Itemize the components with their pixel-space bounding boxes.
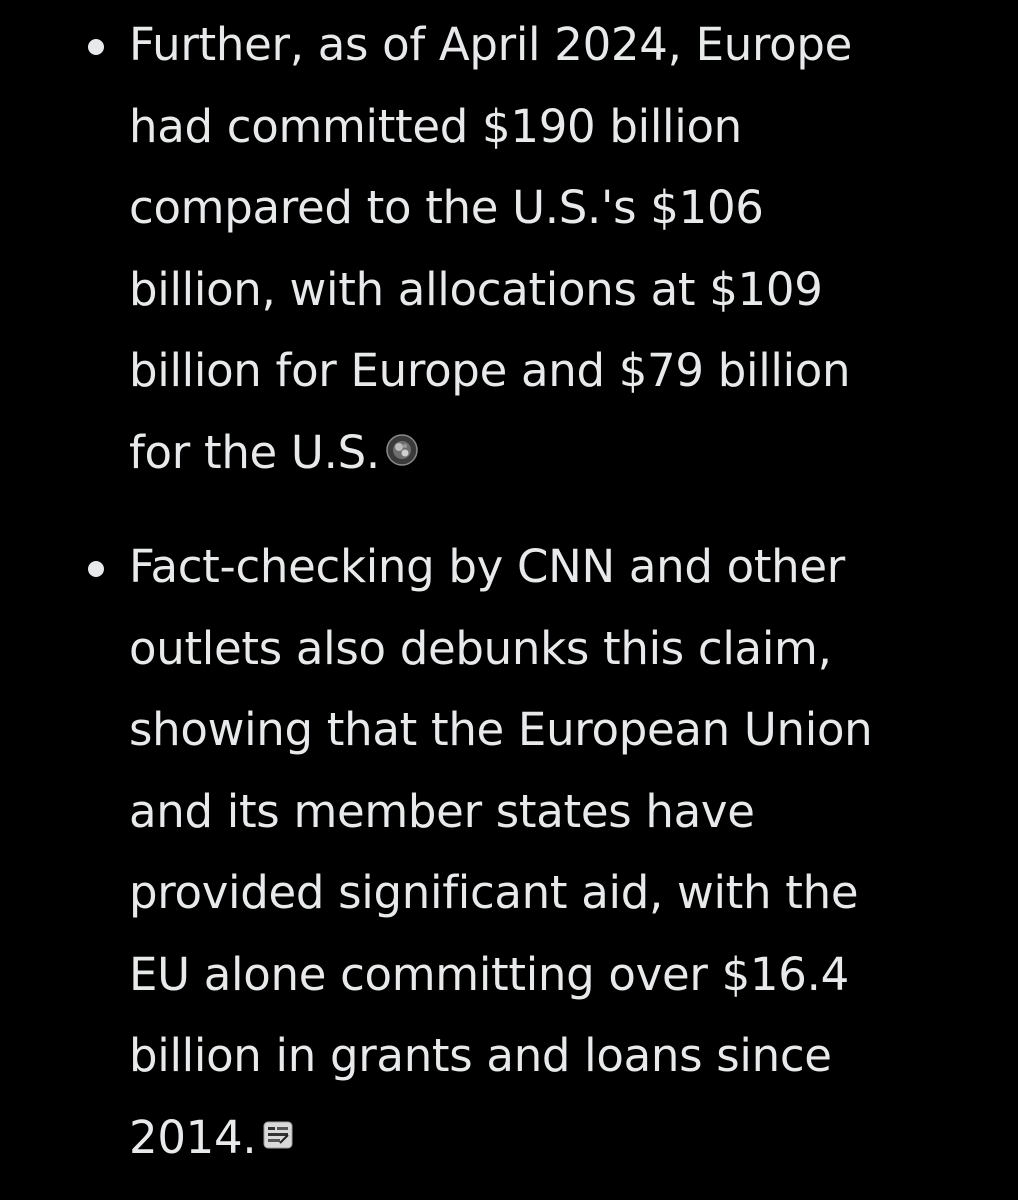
text-line: Further, as of April 2024, Europe	[129, 18, 853, 71]
text-line-last	[129, 1097, 1009, 1179]
bullet-dot-icon	[88, 39, 104, 55]
bullet-text	[129, 526, 1009, 1178]
text-line: billion in grants and loans since	[129, 1029, 832, 1082]
text-line: had committed $190 billion	[129, 99, 742, 153]
bullet-text	[129, 4, 1009, 493]
text-line: EU alone committing over $16.4	[129, 947, 849, 1001]
source-favicon-icon[interactable]	[386, 434, 418, 466]
text-line: compared to the U.S.'s $106	[129, 181, 764, 234]
text-line: showing that the European Union	[129, 703, 873, 756]
text-line: and its member states have	[129, 784, 755, 838]
text-line: 2014.	[129, 1110, 257, 1164]
source-document-icon[interactable]	[262, 1119, 294, 1151]
text-line: billion, with allocations at $109	[129, 262, 823, 316]
text-line: billion for Europe and $79 billion	[129, 344, 851, 397]
text-line: provided significant aid, with the	[129, 866, 859, 919]
text-line: outlets also debunks this claim,	[129, 621, 832, 675]
bullet-dot-icon	[88, 561, 104, 577]
text-line: for the U.S.	[129, 425, 380, 479]
text-line-last	[129, 412, 1009, 494]
text-line: Fact-checking by CNN and other	[129, 540, 845, 593]
